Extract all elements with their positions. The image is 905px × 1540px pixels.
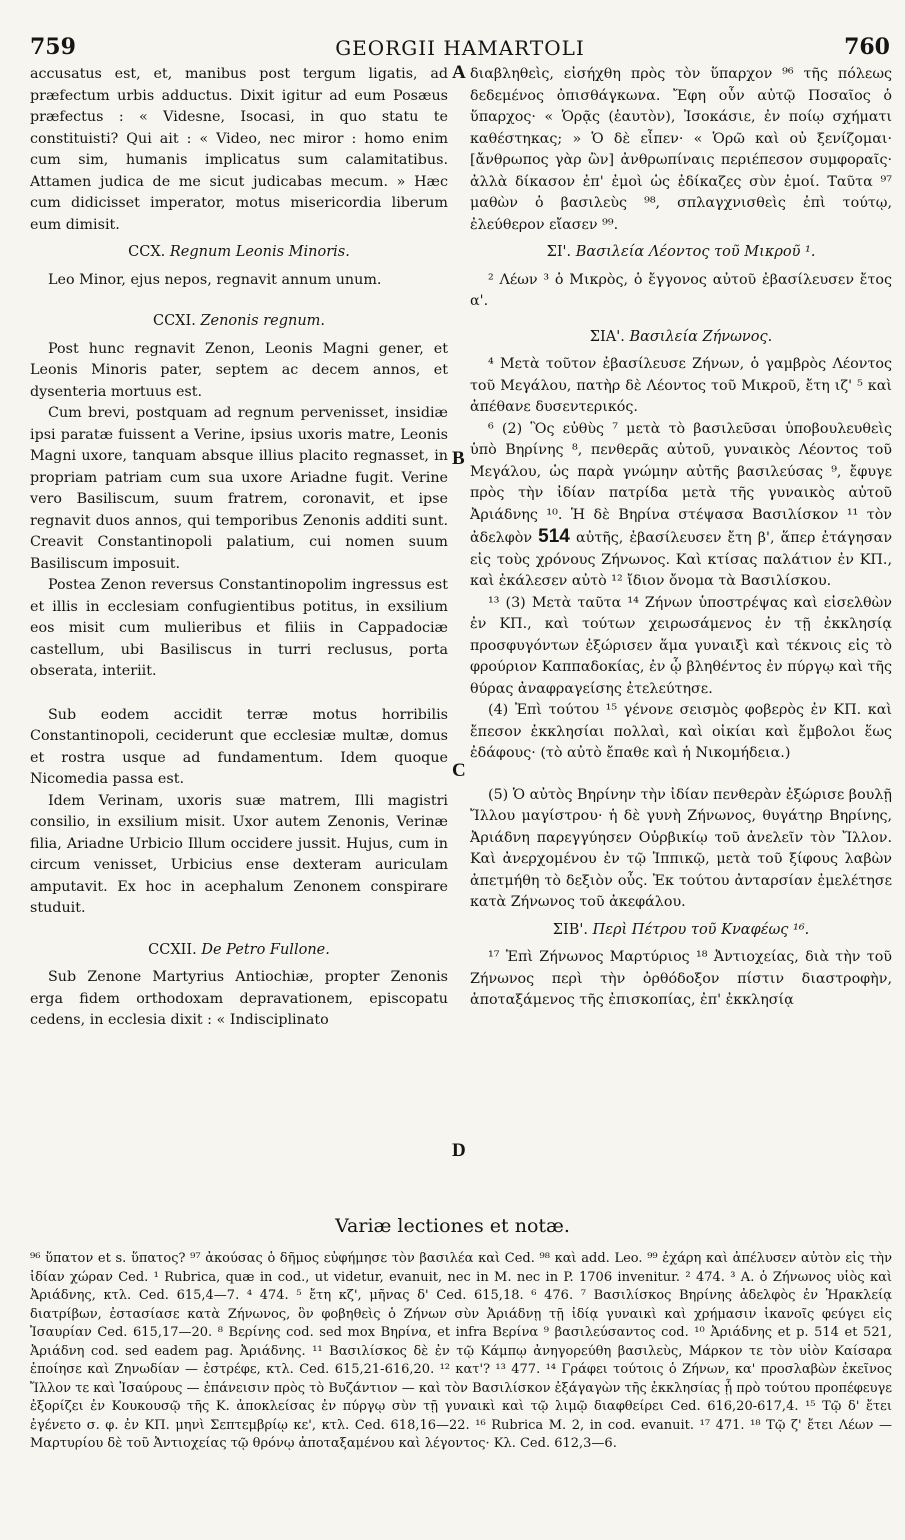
section-number: ΣΙΒ'.: [552, 921, 588, 938]
page-number-left: 759: [30, 34, 76, 60]
page-number-right: 760: [844, 34, 890, 60]
latin-paragraph: Postea Zenon reversus Constantinopolim ingressus est et illis in ecclesiam confugientibus potitus, in exsilium eos misit cum mulieribus et filiis in Cappadociæ castellum, ubi Basiliscus in turri reclusus, porta obserata, interiit.: [30, 577, 448, 679]
section-title: Περὶ Πέτρου τοῦ Κναφέως ¹⁶.: [592, 921, 810, 938]
latin-paragraph: Cum brevi, postquam ad regnum pervenisset, insidiæ ipsi paratæ fuissent a Verine, ipsius uxoris matre, Leonis Magni uxore, tanquam absque illius placito regnasset, in propriam patriam cum sua uxore Ariadne fugit. Verine vero Basiliscum, suum fratrem, coronavit, et ipse regnavit duos annos, qui temporibus Zenonis additi sunt. Creavit Constantinopoli palatium, cui nomen suum Basiliscum imposuit.: [30, 405, 448, 572]
greek-paragraph: ¹³ (3) Μετὰ ταῦτα ¹⁴ Ζήνων ὑποστρέψας καὶ εἰσελθὼν ἐν ΚΠ., καὶ τούτων χειρωσάμενος ἐν τῇ ἐκκλησίᾳ προσφυγόντων ἐξώρισεν ἅμα γυναιξὶ καὶ τέκνοις εἰς τὸ φρούριον Καππαδοκίας, ἐν ᾧ βληθέντος ἐν πύργῳ καὶ τῆς θύρας ἀναφραγείσης ἐτελεύτησε.: [470, 594, 892, 697]
section-title: Βασιλεία Ζήνωνος.: [629, 328, 773, 345]
section-number: CCXII.: [148, 941, 197, 958]
margin-marker-d: D: [452, 1140, 466, 1161]
greek-paragraph: (5) Ὁ αὐτὸς Βηρίνην τὴν ἰδίαν πενθερὰν ἐξώρισε βουλῇ Ἴλλου μαγίστρου· ἡ δὲ γυνὴ Ζήνωνος, θυγάτηρ Βηρίνης, Ἀριάδνη παρεγγύησεν Οὐρβικίῳ τοῦ ἀνελεῖν τὸν Ἴλλον. Καὶ ἀνερχομένου ἐν τῷ Ἱππικῷ, μετὰ τοῦ ξίφους λαβὼν ἀπετμήθη τὸ δεξιὸν οὖς. Ἐκ τούτου ἀνταρσίαν ἐμελέτησε κατὰ Ζήνωνος τοῦ ἀκεφάλου.: [470, 786, 892, 910]
section-title: De Petro Fullone.: [201, 941, 330, 958]
section-heading-si: [470, 242, 892, 264]
latin-column: [30, 64, 448, 1032]
section-number: CCX.: [128, 244, 166, 260]
greek-column: [470, 64, 892, 1012]
latin-paragraph: accusatus est, et, manibus post tergum ligatis, ad præfectum urbis adductus. Dixit igitur ad eum Posæus præfectus : « Videsne, Isocasi, in quo statu te constituisti? Qui ait : « Video, nec miror : homo enim cum sim, humanis implicatus sum calamitatibus. Attamen judica de me sicut judicabas mecum. » Hæc cum didicisset imperator, motus misericordia liberum eum dimisit.: [30, 66, 448, 233]
greek-text: αὐτῆς, ἐβασίλευσεν ἔτη β', ἅπερ ἐτάγησαν εἰς τοὺς χρόνους Ζήνωνος. Καὶ κτίσας παλάτιον ἐν ΚΠ., καὶ ἐκάλεσεν αὐτὸ ¹² ἴδιον ὄνομα τὰ Βασιλίσκου.: [470, 530, 893, 589]
greek-paragraph: ¹⁷ Ἐπὶ Ζήνωνος Μαρτύριος ¹⁸ Ἀντιοχείας, διὰ τὴν τοῦ Ζήνωνος περὶ τὴν ὀρθόδοξον πίστιν διαστροφὴν, ἀποταξάμενος τῆς ἐπισκοπίας, ἐπ' ἐκκλησίᾳ: [470, 949, 892, 1008]
section-heading-ccxi: [30, 311, 448, 333]
greek-text: ⁶ (2) Ὃς εὐθὺς ⁷ μετὰ τὸ βασιλεῦσαι ὑποβουλευθεὶς ὑπὸ Βηρίνης ⁸, πενθερᾶς αὐτοῦ, γυναικὸς Λέοντος τοῦ Μεγάλου, ὡς παρὰ γνώμην αὐτῆς βασιλεύσας ⁹, ἔφυγε πρὸς τὴν ἰδίαν πατρίδα μετὰ τῆς γυναικὸς αὐτοῦ Ἀριάδνης ¹⁰. Ἡ δὲ Βηρίνα στέψασα Βασιλίσκον ¹¹ τὸν ἀδελφὸν: [470, 420, 892, 546]
running-title: GEORGII HAMARTOLI: [335, 36, 585, 60]
edition-page-marker: 514: [538, 526, 570, 547]
latin-paragraph: Idem Verinam, uxoris suæ matrem, Illi magistri consilio, in exsilium misit. Uxor autem Zenonis, Verinæ filia, Ariadne Urbicio Illum occidere jussit. Hujus, cum in circum venisset, Urbicius ense dexteram auriculam amputavit. Ex hoc in acephalum Zenonem conspirare studuit.: [30, 792, 448, 916]
latin-paragraph: Sub Zenone Martyrius Antiochiæ, propter Zenonis erga fidem orthodoxam depravationem, episcopatu cedens, in ecclesia dixit : « Indisciplinato: [30, 969, 448, 1028]
greek-paragraph: ² Λέων ³ ὁ Μικρὸς, ὁ ἔγγονος αὐτοῦ ἐβασίλευσεν ἔτος α'.: [470, 271, 892, 309]
greek-paragraph: διαβληθεὶς, εἰσήχθη πρὸς τὸν ὕπαρχον ⁹⁶ τῆς πόλεως δεδεμένος ὀπισθάγκωνα. Ἔφη οὖν αὐτῷ Ποσαῖος ὁ ὕπαρχος· « Ὁρᾷς (ἑαυτὸν), Ἰσοκάσιε, ἐν ποίῳ σχήματι καθέστηκας; » Ὁ δὲ εἶπεν· « Ὁρῶ καὶ οὐ ξενίζομαι· [ἄνθρωπος γὰρ ὢν] ἀνθρωπίναις περιέπεσον συμφοραῖς· ἀλλὰ δίκασον ἐπ' ἐμοὶ ὡς ἐδίκαζες σὺν ἐμοί. Ταῦτα ⁹⁷ μαθὼν ὁ βασιλεὺς ⁹⁸, σπλαγχνισθεὶς ἐπὶ τούτῳ, ἐλεύθερον εἴασεν ⁹⁹.: [470, 66, 892, 233]
notes-text: ⁹⁶ ὕπατον et s. ὕπατος? ⁹⁷ ἀκούσας ὁ δῆμος εὐφήμησε τὸν βασιλέα καὶ Ced. ⁹⁸ καὶ add. Leo. ⁹⁹ ἐχάρη καὶ ἀπέλυσεν αὐτὸν εἰς τὴν ἰδίαν χώραν Ced. ¹ Rubrica, quæ in cod., ut videtur, evanuit, nec in M. nec in P. 1706 invenitur. ² 474. ³ Α. ὁ Ζήνωνος υἱὸς καὶ Ἀριάδνης, κτλ. Ced. 615,4—7. ⁴ 474. ⁵ ἔτη κζ', μῆνας δ' Ced. 615,18. ⁶ 476. ⁷ Βασιλίσκος Βηρίνης ἀδελφὸς ἐν Ἡρακλείᾳ διατρίβων, ἐστασίασε κατὰ Ζήνωνος, ὃν φοβηθεὶς ὁ Ζήνων σὺν Ἀριάδνῃ τῇ ἰδίᾳ γυναικὶ καὶ χρήμασιν ἱκανοῖς φεύγει εἰς Ἰσαυρίαν Ced. 615,17—20. ⁸ Βερίνης cod. sed mox Βηρίνα, et infra Βερίνα ⁹ βασιλεύσαντος cod. ¹⁰ Ἀριάδνης et p. 514 et 521, Ἀριάδνη cod. sed eadem pag. Ἀριάδνης. ¹¹ Βασιλίσκος δὲ ἐν τῷ Κάμπῳ ἀνηγορεύθη βασιλεὺς, Μάρκον τε τὸν υἱὸν Καίσαρα ἐποίησε καὶ Ζηνωδίαν — ἐστρέφε, κτλ. Ced. 615,21-616,20. ¹² κατ'? ¹³ 477. ¹⁴ Γράφει τούτοις ὁ Ζήνων, κα' προσλαβὼν ἐκεῖνος Ἴλλον τε καὶ Ἰσαύρους — ἐπάνεισιν πρὸς τὸ Βυζάντιον — καὶ τὸν Βασιλίσκον ἐξάγαγὼν τῆς ἐκκλησίας ᾗ πρὸ τούτου προπέφευγε ἐξορίζει ἐν Κουκουσῷ τῆς Κ. ἀποκλείσας ἐν πύργῳ σὺν τῇ γυναικὶ καὶ τῷ λιμῷ διαφθείρει Ced. 616,20-617,4. ¹⁵ Τῷ δ' ἔτει ἐγένετο σ. φ. ἐν ΚΠ. μηνὶ Σεπτεμβρίῳ κε', κτλ. Ced. 618,16—22. ¹⁶ Rubrica M. 2, in cod. evanuit. ¹⁷ 471. ¹⁸ Τῷ ζ' ἔτει Λέων — Μαρτυρίου δὲ τοῦ Ἀντιοχείας τῷ θρόνῳ ἀποταξαμένου καὶ λέγοντος· Κλ. Ced. 612,3—6.: [30, 1251, 892, 1451]
section-heading-sia: [470, 327, 892, 349]
section-number: ΣΙΑ'.: [589, 328, 625, 345]
margin-marker-c: C: [452, 760, 466, 781]
latin-paragraph: Sub eodem accidit terræ motus horribilis Constantinopoli, ceciderunt que ecclesiæ multæ, domus et rostra usque ad fundamentum. Idem quoque Nicomedia passa est.: [30, 706, 448, 787]
margin-marker-a: A: [452, 62, 466, 83]
section-title: Zenonis regnum.: [200, 313, 326, 329]
section-heading-ccx: [30, 242, 448, 264]
section-heading-ccxii: [30, 940, 448, 962]
section-title: Regnum Leonis Minoris.: [169, 244, 350, 260]
section-heading-sib: [470, 920, 892, 942]
section-number: CCXI.: [152, 313, 196, 329]
latin-paragraph: Leo Minor, ejus nepos, regnavit annum unum.: [48, 271, 382, 288]
latin-paragraph: Post hunc regnavit Zenon, Leonis Magni gener, et Leonis Minoris pater, septem ac decem annos, et dysenteria mortuus est.: [30, 340, 448, 400]
section-number: ΣΙ'.: [546, 244, 572, 260]
margin-marker-b: B: [452, 448, 465, 469]
section-title: Βασιλεία Λέοντος τοῦ Μικροῦ ¹.: [575, 244, 816, 260]
page-header: [30, 34, 890, 64]
greek-paragraph: [470, 419, 892, 593]
notes-title: Variæ lectiones et notæ.: [335, 1215, 570, 1237]
greek-paragraph: ⁴ Μετὰ τοῦτον ἐβασίλευσε Ζήνων, ὁ γαμβρὸς Λέοντος τοῦ Μεγάλου, πατὴρ δὲ Λέοντος τοῦ Μικροῦ, ἔτη ιζ' ⁵ καὶ ἀπέθανε δυσεντερικός.: [470, 356, 892, 415]
greek-paragraph: (4) Ἐπὶ τούτου ¹⁵ γένονε σεισμὸς φοβερὸς ἐν ΚΠ. καὶ ἔπεσον ἐκκλησίαι πολλαὶ, καὶ οἰκίαι καὶ ἔμβολοι ἕως ἐδάφους· (τὸ αὐτὸ ἔπαθε καὶ ἡ Νικομήδεια.): [470, 702, 892, 761]
notes-block: [30, 1250, 892, 1454]
